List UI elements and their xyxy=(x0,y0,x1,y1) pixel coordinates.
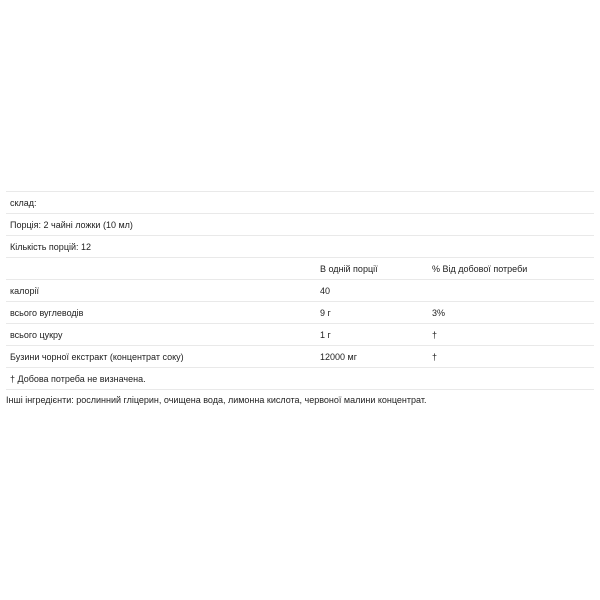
footnote-row xyxy=(6,368,594,390)
header-row xyxy=(6,258,594,280)
header-per-serving: В одній порції xyxy=(316,258,428,280)
facts-title: склад: xyxy=(6,192,594,214)
table-row xyxy=(6,280,594,302)
nutrient-name: всього цукру xyxy=(6,324,316,346)
serving-size: Порція: 2 чайні ложки (10 мл) xyxy=(6,214,594,236)
servings-per-container-row xyxy=(6,236,594,258)
nutrient-amount: 12000 мг xyxy=(316,346,428,368)
other-ingredients: Інші інгредієнти: рослинний гліцерин, очищена вода, лимонна кислота, червоної малини концентрат. xyxy=(6,395,427,405)
table-row xyxy=(6,302,594,324)
header-daily-value: % Від добової потреби xyxy=(428,258,594,280)
table-row xyxy=(6,346,594,368)
nutrient-name: всього вуглеводів xyxy=(6,302,316,324)
serving-size-row xyxy=(6,214,594,236)
footnote: † Добова потреба не визначена. xyxy=(6,368,594,390)
nutrient-amount: 9 г xyxy=(316,302,428,324)
facts-title-row xyxy=(6,192,594,214)
nutrient-daily-value xyxy=(428,280,594,302)
supplement-facts-table xyxy=(6,191,594,390)
header-empty-cell xyxy=(6,258,316,280)
servings-per-container: Кількість порцій: 12 xyxy=(6,236,594,258)
nutrient-daily-value: † xyxy=(428,324,594,346)
table-row xyxy=(6,324,594,346)
nutrient-name: калорії xyxy=(6,280,316,302)
nutrient-amount: 40 xyxy=(316,280,428,302)
nutrient-name: Бузини чорної екстракт (концентрат соку) xyxy=(6,346,316,368)
nutrient-daily-value: 3% xyxy=(428,302,594,324)
nutrient-amount: 1 г xyxy=(316,324,428,346)
nutrient-daily-value: † xyxy=(428,346,594,368)
